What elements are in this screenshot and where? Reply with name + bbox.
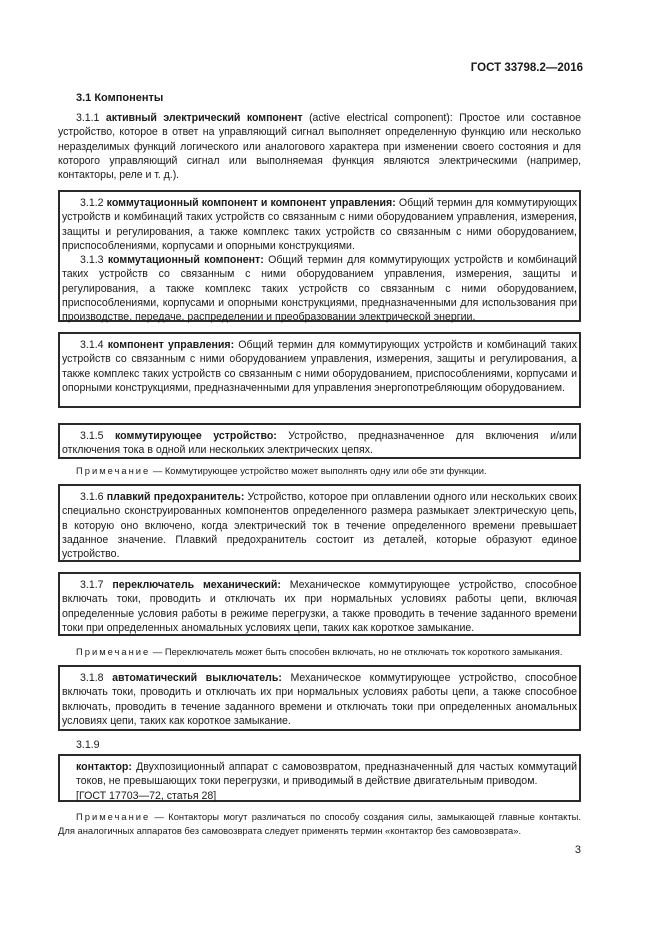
- term-name: плавкий предохранитель:: [106, 491, 245, 503]
- note-label: Примечание: [76, 646, 151, 657]
- term-number-3-1-9: 3.1.9: [76, 739, 100, 751]
- term-definition: Устройство, которое при оплавлении одного или нескольких своих специально сконструированных компонентов определенного размера размыкает электрическую цепь, в которую оно включено, когда электрический ток в течение определенного времени превышает заданное значение. Плавкий предохранитель состоит из деталей, которые образуют единое устройство.: [62, 491, 577, 561]
- term-number: 3.1.3: [80, 254, 104, 267]
- note-text: — Контакторы могут различаться по способу создания силы, замыкающей главные контакты. Для аналогичных аппаратов без самовозврата следует применять термин «контактор без самовозврата».: [58, 811, 581, 836]
- term-number: 3.1.7: [80, 579, 104, 591]
- box-term-3-1-6: [58, 484, 581, 562]
- page-number: 3: [574, 844, 581, 856]
- box-term-3-1-4: [58, 332, 581, 408]
- term-name: активный электрический компонент: [105, 112, 303, 124]
- term-name: компонент управления:: [107, 339, 235, 351]
- note-label: Примечание: [76, 465, 151, 476]
- note-3: [58, 810, 581, 837]
- term-number: 3.1.6: [80, 491, 104, 503]
- term-definition: Двухпозиционный аппарат с самовозвратом, предназначенный для частых коммутаций токов, не превышающих токи перегрузки, и приводимый в действие двигательным приводом.: [76, 761, 577, 788]
- term-number: 3.1.2: [80, 197, 104, 209]
- note-2: [58, 645, 581, 659]
- term-number: 3.1.5: [80, 430, 104, 442]
- term-name: коммутационный компонент:: [107, 254, 264, 267]
- term-name: переключатель механический:: [112, 579, 281, 591]
- term-definition: Общий термин для коммутирующих устройств и комбинаций таких устройств со связанным с ними оборудованием управления, измерения, защиты и регулирования, а также комплекс таких устройств со связанным с ними оборудованием, приспособлениями, корпусами и опорными конструкциями, предназначенными для управления энергопотребляющим оборудованием.: [62, 339, 577, 394]
- term-number: 3.1.8: [80, 672, 104, 684]
- term-definition: (active electrical component): Простое или составное устройство, которое в ответ на управляющий сигнал выполняет определенную функцию или несколько неразделимых функций логического или аналогового характера при изменении своего состояния и для которого управляющий сигнал или выполняемая функция являются электрическими (например, контакторы, реле и т. д.).: [58, 112, 581, 182]
- term-3-1-1: [58, 111, 581, 182]
- box-term-3-1-7: [58, 572, 581, 636]
- term-name: коммутационный компонент и компонент управления:: [106, 197, 396, 209]
- note-label: Примечание: [76, 811, 151, 822]
- term-definition: Устройство, предназначенное для включения и/или отключения тока в одной или нескольких электрических цепях.: [62, 430, 577, 457]
- note-text: — Коммутирующее устройство может выполнять одну или обе эти функции.: [150, 465, 487, 476]
- standard-header: ГОСТ 33798.2—2016: [470, 62, 583, 74]
- box-term-3-1-8: [58, 665, 581, 731]
- box-term-3-1-9: [58, 754, 581, 802]
- term-reference: [ГОСТ 17703—72, статья 28]: [76, 789, 217, 802]
- section-title: 3.1 Компоненты: [76, 92, 164, 104]
- term-name: контактор:: [76, 761, 132, 773]
- box-terms-3-1-2-3: [58, 190, 581, 322]
- term-name: коммутирующее устройство:: [115, 430, 277, 442]
- term-definition: Общий термин для коммутирующих устройств и комбинаций таких устройств со связанным с ними оборудованием управления, измерения, защиты и регулирования, а также комплекс таких устройств со связанным с ними оборудованием, приспособлениями, корпусами и опорными конструкциями.: [62, 197, 577, 252]
- term-definition: Общий термин для коммутирующих устройств и комбинаций таких устройств со связанным с ними оборудованием управления, измерения, защиты и регулирования, а также комплекс таких устройств со связанным с ними оборудованием, приспособлениями, корпусами и опорными конструкциями, предназначенными для использования при производстве, передаче, распределении и преобразовании электрической энергии.: [62, 254, 577, 324]
- term-number: 3.1.1: [76, 112, 100, 124]
- term-number: 3.1.4: [80, 339, 104, 351]
- note-text: — Переключатель может быть способен включать, но не отключать ток короткого замыкания.: [150, 646, 563, 657]
- box-term-3-1-5: [58, 423, 581, 459]
- term-name: автоматический выключатель:: [112, 672, 282, 684]
- note-1: [58, 464, 581, 478]
- term-definition: Механическое коммутирующее устройство, способное включать токи, проводить и отключать их при нормальных условиях работы цепи, а также способное включать, проводить в течение заданного времени и отключать токи при определенных аномальных условиях цепи, таких как короткое замыкание.: [62, 672, 577, 727]
- term-definition: Механическое коммутирующее устройство, способное включать токи, проводить и отключать их при нормальных условиях работы цепи, включая определенные условия работы в режиме перегрузки, а также проводить в течение заданного времени токи при определенных аномальных условиях цепи, таких как короткое замыкание.: [62, 579, 577, 634]
